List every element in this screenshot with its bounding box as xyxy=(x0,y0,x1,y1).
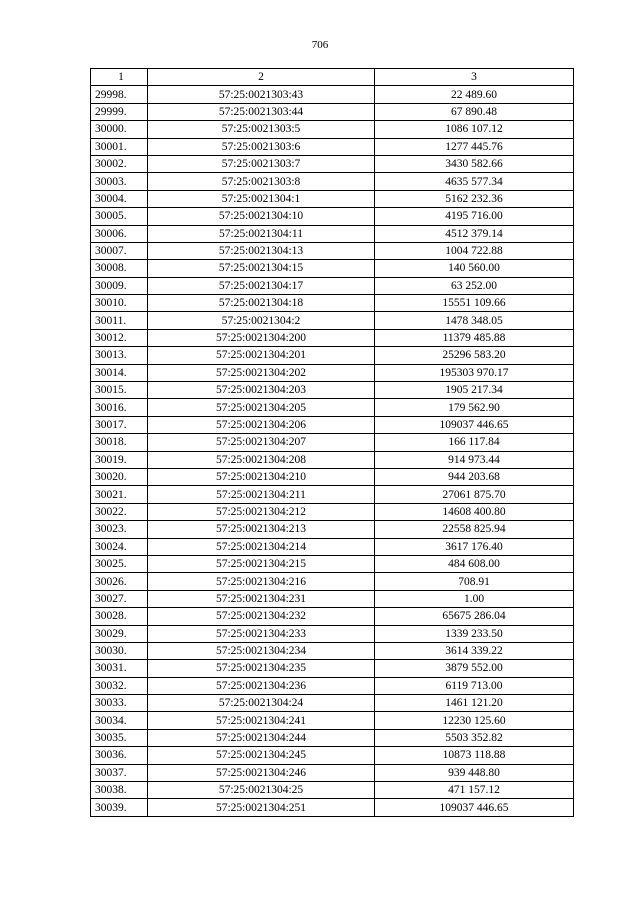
table-row xyxy=(91,677,574,694)
row-number-cell: 30011. xyxy=(91,312,148,329)
row-number-cell: 30010. xyxy=(91,295,148,312)
value-cell: 1004 722.88 xyxy=(375,242,574,259)
table-row xyxy=(91,208,574,225)
cadastral-number-cell: 57:25:0021303:6 xyxy=(148,138,375,155)
table-row xyxy=(91,538,574,555)
row-number-cell: 30029. xyxy=(91,625,148,642)
table-row xyxy=(91,468,574,485)
cadastral-number-cell: 57:25:0021303:43 xyxy=(148,86,375,103)
value-cell: 1478 348.05 xyxy=(375,312,574,329)
value-cell: 3617 176.40 xyxy=(375,538,574,555)
table-row xyxy=(91,729,574,746)
cadastral-number-cell: 57:25:0021304:244 xyxy=(148,729,375,746)
cadastral-number-cell: 57:25:0021304:212 xyxy=(148,503,375,520)
value-cell: 10873 118.88 xyxy=(375,747,574,764)
row-number-cell: 30019. xyxy=(91,451,148,468)
table-row xyxy=(91,660,574,677)
value-cell: 3614 339.22 xyxy=(375,642,574,659)
page-number: 706 xyxy=(311,39,329,51)
cadastral-number-cell: 57:25:0021304:1 xyxy=(148,190,375,207)
table-row xyxy=(91,86,574,103)
row-number-cell: 30016. xyxy=(91,399,148,416)
value-cell: 1086 107.12 xyxy=(375,121,574,138)
value-cell: 1905 217.34 xyxy=(375,382,574,399)
table-row xyxy=(91,503,574,520)
table-row xyxy=(91,138,574,155)
table-row xyxy=(91,260,574,277)
cadastral-number-cell: 57:25:0021304:231 xyxy=(148,590,375,607)
row-number-cell: 29998. xyxy=(91,86,148,103)
row-number-cell: 30017. xyxy=(91,416,148,433)
row-number-cell: 30034. xyxy=(91,712,148,729)
row-number-cell: 30003. xyxy=(91,173,148,190)
value-cell: 484 608.00 xyxy=(375,555,574,572)
cadastral-number-cell: 57:25:0021304:25 xyxy=(148,782,375,799)
row-number-cell: 30015. xyxy=(91,382,148,399)
value-cell: 1277 445.76 xyxy=(375,138,574,155)
row-number-cell: 30035. xyxy=(91,729,148,746)
value-cell: 6119 713.00 xyxy=(375,677,574,694)
row-number-cell: 30006. xyxy=(91,225,148,242)
table-row xyxy=(91,782,574,799)
value-cell: 4195 716.00 xyxy=(375,208,574,225)
value-cell: 708.91 xyxy=(375,573,574,590)
value-cell: 944 203.68 xyxy=(375,468,574,485)
cadastral-number-cell: 57:25:0021303:7 xyxy=(148,155,375,172)
table-row xyxy=(91,242,574,259)
value-cell: 1.00 xyxy=(375,590,574,607)
cadastral-number-cell: 57:25:0021304:206 xyxy=(148,416,375,433)
row-number-cell: 30039. xyxy=(91,799,148,816)
cadastral-number-cell: 57:25:0021304:235 xyxy=(148,660,375,677)
row-number-cell: 30033. xyxy=(91,695,148,712)
table-row xyxy=(91,312,574,329)
row-number-cell: 30038. xyxy=(91,782,148,799)
row-number-cell: 30021. xyxy=(91,486,148,503)
value-cell: 27061 875.70 xyxy=(375,486,574,503)
cadastral-number-cell: 57:25:0021304:10 xyxy=(148,208,375,225)
value-cell: 67 890.48 xyxy=(375,103,574,120)
table-row xyxy=(91,416,574,433)
value-cell: 471 157.12 xyxy=(375,782,574,799)
cadastral-number-cell: 57:25:0021304:210 xyxy=(148,468,375,485)
cadastral-number-cell: 57:25:0021304:24 xyxy=(148,695,375,712)
cadastral-number-cell: 57:25:0021304:241 xyxy=(148,712,375,729)
table-row xyxy=(91,625,574,642)
value-cell: 166 117.84 xyxy=(375,434,574,451)
value-cell: 3430 582.66 xyxy=(375,155,574,172)
cadastral-number-cell: 57:25:0021304:202 xyxy=(148,364,375,381)
row-number-cell: 30014. xyxy=(91,364,148,381)
cadastral-number-cell: 57:25:0021304:211 xyxy=(148,486,375,503)
table-row xyxy=(91,573,574,590)
value-cell: 109037 446.65 xyxy=(375,416,574,433)
value-cell: 22558 825.94 xyxy=(375,521,574,538)
row-number-cell: 30036. xyxy=(91,747,148,764)
table-row xyxy=(91,347,574,364)
cadastral-number-cell: 57:25:0021304:214 xyxy=(148,538,375,555)
table-row xyxy=(91,712,574,729)
value-cell: 1339 233.50 xyxy=(375,625,574,642)
table-row xyxy=(91,329,574,346)
row-number-cell: 29999. xyxy=(91,103,148,120)
cadastral-number-cell: 57:25:0021304:251 xyxy=(148,799,375,816)
row-number-cell: 30005. xyxy=(91,208,148,225)
table-row xyxy=(91,295,574,312)
table-row xyxy=(91,608,574,625)
row-number-cell: 30002. xyxy=(91,155,148,172)
cadastral-number-cell: 57:25:0021304:200 xyxy=(148,329,375,346)
table-row xyxy=(91,521,574,538)
value-cell: 15551 109.66 xyxy=(375,295,574,312)
cadastral-number-cell: 57:25:0021304:13 xyxy=(148,242,375,259)
row-number-cell: 30001. xyxy=(91,138,148,155)
value-cell: 63 252.00 xyxy=(375,277,574,294)
cadastral-number-cell: 57:25:0021304:213 xyxy=(148,521,375,538)
row-number-cell: 30027. xyxy=(91,590,148,607)
table-row xyxy=(91,277,574,294)
value-cell: 14608 400.80 xyxy=(375,503,574,520)
row-number-cell: 30022. xyxy=(91,503,148,520)
row-number-cell: 30007. xyxy=(91,242,148,259)
table-row xyxy=(91,190,574,207)
row-number-cell: 30008. xyxy=(91,260,148,277)
value-cell: 11379 485.88 xyxy=(375,329,574,346)
row-number-cell: 30020. xyxy=(91,468,148,485)
row-number-cell: 30030. xyxy=(91,642,148,659)
table-row xyxy=(91,486,574,503)
cadastral-number-cell: 57:25:0021304:17 xyxy=(148,277,375,294)
table-row xyxy=(91,155,574,172)
value-cell: 3879 552.00 xyxy=(375,660,574,677)
row-number-cell: 30025. xyxy=(91,555,148,572)
table-header-row xyxy=(91,69,574,86)
row-number-cell: 30009. xyxy=(91,277,148,294)
table-row xyxy=(91,382,574,399)
table-row xyxy=(91,364,574,381)
cadastral-number-cell: 57:25:0021304:205 xyxy=(148,399,375,416)
value-cell: 109037 446.65 xyxy=(375,799,574,816)
cadastral-number-cell: 57:25:0021304:2 xyxy=(148,312,375,329)
row-number-cell: 30000. xyxy=(91,121,148,138)
row-number-cell: 30024. xyxy=(91,538,148,555)
cadastral-number-cell: 57:25:0021304:215 xyxy=(148,555,375,572)
cadastral-number-cell: 57:25:0021303:5 xyxy=(148,121,375,138)
row-number-cell: 30031. xyxy=(91,660,148,677)
cadastral-number-cell: 57:25:0021303:44 xyxy=(148,103,375,120)
row-number-cell: 30032. xyxy=(91,677,148,694)
table-row xyxy=(91,225,574,242)
cadastral-number-cell: 57:25:0021304:216 xyxy=(148,573,375,590)
value-cell: 22 489.60 xyxy=(375,86,574,103)
table-row xyxy=(91,799,574,816)
table-row xyxy=(91,103,574,120)
table-row xyxy=(91,590,574,607)
table-row xyxy=(91,747,574,764)
cadastral-number-cell: 57:25:0021304:232 xyxy=(148,608,375,625)
cadastral-number-cell: 57:25:0021304:208 xyxy=(148,451,375,468)
table-row xyxy=(91,695,574,712)
value-cell: 5503 352.82 xyxy=(375,729,574,746)
cadastral-number-cell: 57:25:0021304:245 xyxy=(148,747,375,764)
row-number-cell: 30023. xyxy=(91,521,148,538)
value-cell: 1461 121.20 xyxy=(375,695,574,712)
value-cell: 25296 583.20 xyxy=(375,347,574,364)
row-number-cell: 30026. xyxy=(91,573,148,590)
row-number-cell: 30012. xyxy=(91,329,148,346)
cadastral-number-cell: 57:25:0021304:246 xyxy=(148,764,375,781)
column-header-3: 3 xyxy=(375,69,574,86)
row-number-cell: 30018. xyxy=(91,434,148,451)
table-row xyxy=(91,434,574,451)
table-row xyxy=(91,764,574,781)
cadastral-number-cell: 57:25:0021304:15 xyxy=(148,260,375,277)
value-cell: 5162 232.36 xyxy=(375,190,574,207)
data-table xyxy=(90,68,574,817)
value-cell: 4635 577.34 xyxy=(375,173,574,190)
table-row xyxy=(91,121,574,138)
value-cell: 4512 379.14 xyxy=(375,225,574,242)
value-cell: 65675 286.04 xyxy=(375,608,574,625)
table-body xyxy=(91,86,574,816)
value-cell: 939 448.80 xyxy=(375,764,574,781)
column-header-1: 1 xyxy=(91,69,148,86)
cadastral-number-cell: 57:25:0021304:11 xyxy=(148,225,375,242)
value-cell: 914 973.44 xyxy=(375,451,574,468)
value-cell: 179 562.90 xyxy=(375,399,574,416)
table-row xyxy=(91,399,574,416)
table-row xyxy=(91,555,574,572)
cadastral-number-cell: 57:25:0021304:236 xyxy=(148,677,375,694)
column-header-2: 2 xyxy=(148,69,375,86)
value-cell: 12230 125.60 xyxy=(375,712,574,729)
row-number-cell: 30013. xyxy=(91,347,148,364)
cadastral-number-cell: 57:25:0021304:201 xyxy=(148,347,375,364)
cadastral-number-cell: 57:25:0021304:18 xyxy=(148,295,375,312)
cadastral-number-cell: 57:25:0021304:203 xyxy=(148,382,375,399)
cadastral-number-cell: 57:25:0021304:234 xyxy=(148,642,375,659)
cadastral-number-cell: 57:25:0021304:207 xyxy=(148,434,375,451)
row-number-cell: 30028. xyxy=(91,608,148,625)
value-cell: 195303 970.17 xyxy=(375,364,574,381)
cadastral-number-cell: 57:25:0021304:233 xyxy=(148,625,375,642)
row-number-cell: 30037. xyxy=(91,764,148,781)
value-cell: 140 560.00 xyxy=(375,260,574,277)
row-number-cell: 30004. xyxy=(91,190,148,207)
table-row xyxy=(91,173,574,190)
table-row xyxy=(91,642,574,659)
cadastral-number-cell: 57:25:0021303:8 xyxy=(148,173,375,190)
table-row xyxy=(91,451,574,468)
